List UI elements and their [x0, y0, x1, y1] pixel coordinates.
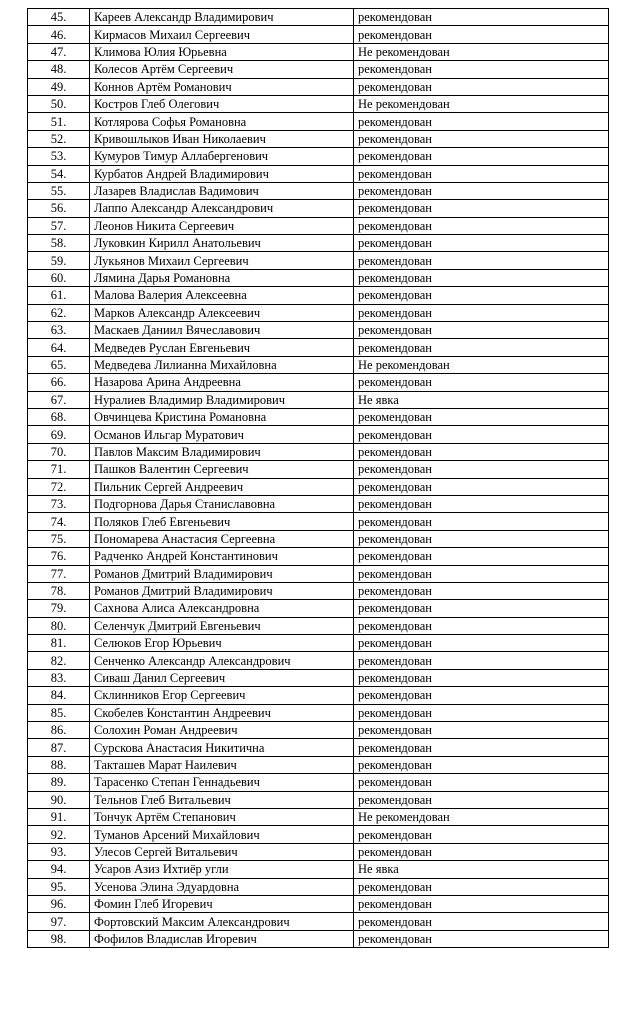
row-number-cell: 53. [28, 148, 90, 165]
full-name-cell: Поляков Глеб Евгеньевич [90, 513, 354, 530]
full-name-cell: Усаров Азиз Ихтиёр угли [90, 861, 354, 878]
full-name-cell: Османов Ильгар Муратович [90, 426, 354, 443]
table-row [28, 408, 609, 425]
status-cell: рекомендован [354, 774, 609, 791]
row-number-cell: 50. [28, 95, 90, 112]
row-number-cell: 70. [28, 443, 90, 460]
full-name-cell: Маскаев Даниил Вячеславович [90, 322, 354, 339]
full-name-cell: Пильник Сергей Андреевич [90, 478, 354, 495]
row-number-cell: 89. [28, 774, 90, 791]
full-name-cell: Лукьянов Михаил Сергеевич [90, 252, 354, 269]
table-row [28, 26, 609, 43]
table-row [28, 530, 609, 547]
table-row [28, 461, 609, 478]
row-number-cell: 46. [28, 26, 90, 43]
status-cell: рекомендован [354, 600, 609, 617]
status-cell: рекомендован [354, 130, 609, 147]
status-cell: рекомендован [354, 478, 609, 495]
table-row [28, 235, 609, 252]
full-name-cell: Медведева Лилианна Михайловна [90, 356, 354, 373]
status-cell: рекомендован [354, 756, 609, 773]
status-cell: рекомендован [354, 408, 609, 425]
full-name-cell: Такташев Марат Наилевич [90, 756, 354, 773]
row-number-cell: 90. [28, 791, 90, 808]
row-number-cell: 91. [28, 808, 90, 825]
full-name-cell: Сурскова Анастасия Никитична [90, 739, 354, 756]
row-number-cell: 57. [28, 217, 90, 234]
full-name-cell: Усенова Элина Эдуардовна [90, 878, 354, 895]
full-name-cell: Туманов Арсений Михайлович [90, 826, 354, 843]
table-row [28, 669, 609, 686]
full-name-cell: Скобелев Константин Андреевич [90, 704, 354, 721]
status-cell: Не рекомендован [354, 43, 609, 60]
full-name-cell: Солохин Роман Андреевич [90, 722, 354, 739]
full-name-cell: Фомин Глеб Игоревич [90, 895, 354, 912]
row-number-cell: 68. [28, 408, 90, 425]
row-number-cell: 71. [28, 461, 90, 478]
status-cell: рекомендован [354, 217, 609, 234]
row-number-cell: 96. [28, 895, 90, 912]
status-cell: рекомендован [354, 878, 609, 895]
status-cell: рекомендован [354, 461, 609, 478]
full-name-cell: Тельнов Глеб Витальевич [90, 791, 354, 808]
status-cell: рекомендован [354, 930, 609, 947]
row-number-cell: 95. [28, 878, 90, 895]
row-number-cell: 83. [28, 669, 90, 686]
row-number-cell: 56. [28, 200, 90, 217]
row-number-cell: 65. [28, 356, 90, 373]
status-cell: рекомендован [354, 9, 609, 26]
table-row [28, 582, 609, 599]
status-cell: Не явка [354, 861, 609, 878]
full-name-cell: Пашков Валентин Сергеевич [90, 461, 354, 478]
row-number-cell: 82. [28, 652, 90, 669]
status-cell: рекомендован [354, 513, 609, 530]
full-name-cell: Кумуров Тимур Аллабергенович [90, 148, 354, 165]
full-name-cell: Котлярова Софья Романовна [90, 113, 354, 130]
full-name-cell: Костров Глеб Олегович [90, 95, 354, 112]
status-cell: рекомендован [354, 374, 609, 391]
table-row [28, 495, 609, 512]
table-row [28, 287, 609, 304]
table-row [28, 130, 609, 147]
table-row [28, 61, 609, 78]
table-row [28, 565, 609, 582]
status-cell: рекомендован [354, 652, 609, 669]
row-number-cell: 48. [28, 61, 90, 78]
full-name-cell: Колесов Артём Сергеевич [90, 61, 354, 78]
table-row [28, 95, 609, 112]
table-row [28, 739, 609, 756]
status-cell: рекомендован [354, 582, 609, 599]
status-cell: рекомендован [354, 252, 609, 269]
status-cell: рекомендован [354, 165, 609, 182]
row-number-cell: 76. [28, 548, 90, 565]
table-row [28, 443, 609, 460]
row-number-cell: 58. [28, 235, 90, 252]
status-cell: рекомендован [354, 443, 609, 460]
full-name-cell: Склинников Егор Сергеевич [90, 687, 354, 704]
table-row [28, 652, 609, 669]
row-number-cell: 52. [28, 130, 90, 147]
full-name-cell: Назарова Арина Андреевна [90, 374, 354, 391]
row-number-cell: 62. [28, 304, 90, 321]
status-cell: рекомендован [354, 722, 609, 739]
full-name-cell: Луковкин Кирилл Анатольевич [90, 235, 354, 252]
full-name-cell: Селенчук Дмитрий Евгеньевич [90, 617, 354, 634]
status-cell: Не явка [354, 391, 609, 408]
table-row [28, 182, 609, 199]
table-row [28, 478, 609, 495]
full-name-cell: Сенченко Александр Александрович [90, 652, 354, 669]
row-number-cell: 85. [28, 704, 90, 721]
status-cell: рекомендован [354, 269, 609, 286]
status-cell: рекомендован [354, 113, 609, 130]
row-number-cell: 54. [28, 165, 90, 182]
row-number-cell: 75. [28, 530, 90, 547]
full-name-cell: Фофилов Владислав Игоревич [90, 930, 354, 947]
status-cell: рекомендован [354, 148, 609, 165]
table-row [28, 165, 609, 182]
table-row [28, 43, 609, 60]
row-number-cell: 45. [28, 9, 90, 26]
status-cell: рекомендован [354, 687, 609, 704]
status-cell: рекомендован [354, 235, 609, 252]
row-number-cell: 49. [28, 78, 90, 95]
table-row [28, 808, 609, 825]
table-row [28, 791, 609, 808]
status-cell: рекомендован [354, 669, 609, 686]
table-row [28, 304, 609, 321]
row-number-cell: 47. [28, 43, 90, 60]
table-row [28, 843, 609, 860]
full-name-cell: Улесов Сергей Витальевич [90, 843, 354, 860]
status-cell: рекомендован [354, 895, 609, 912]
table-row [28, 722, 609, 739]
full-name-cell: Овчинцева Кристина Романовна [90, 408, 354, 425]
row-number-cell: 84. [28, 687, 90, 704]
status-cell: рекомендован [354, 617, 609, 634]
row-number-cell: 60. [28, 269, 90, 286]
full-name-cell: Малова Валерия Алексеевна [90, 287, 354, 304]
table-row [28, 269, 609, 286]
table-row [28, 826, 609, 843]
status-cell: рекомендован [354, 304, 609, 321]
full-name-cell: Сиваш Данил Сергеевич [90, 669, 354, 686]
full-name-cell: Марков Александр Алексеевич [90, 304, 354, 321]
table-row [28, 217, 609, 234]
row-number-cell: 86. [28, 722, 90, 739]
row-number-cell: 80. [28, 617, 90, 634]
full-name-cell: Тарасенко Степан Геннадьевич [90, 774, 354, 791]
status-cell: рекомендован [354, 913, 609, 930]
row-number-cell: 81. [28, 635, 90, 652]
table-row [28, 756, 609, 773]
table-row [28, 704, 609, 721]
table-row [28, 339, 609, 356]
table-row [28, 148, 609, 165]
candidate-table-body [28, 9, 609, 948]
status-cell: рекомендован [354, 287, 609, 304]
row-number-cell: 94. [28, 861, 90, 878]
full-name-cell: Тончук Артём Степанович [90, 808, 354, 825]
full-name-cell: Медведев Руслан Евгеньевич [90, 339, 354, 356]
full-name-cell: Сахнова Алиса Александровна [90, 600, 354, 617]
row-number-cell: 92. [28, 826, 90, 843]
table-row [28, 322, 609, 339]
status-cell: рекомендован [354, 826, 609, 843]
row-number-cell: 79. [28, 600, 90, 617]
status-cell: рекомендован [354, 322, 609, 339]
table-row [28, 548, 609, 565]
full-name-cell: Романов Дмитрий Владимирович [90, 582, 354, 599]
full-name-cell: Лазарев Владислав Вадимович [90, 182, 354, 199]
status-cell: рекомендован [354, 426, 609, 443]
full-name-cell: Пономарева Анастасия Сергеевна [90, 530, 354, 547]
status-cell: Не рекомендован [354, 808, 609, 825]
full-name-cell: Леонов Никита Сергеевич [90, 217, 354, 234]
status-cell: рекомендован [354, 548, 609, 565]
row-number-cell: 73. [28, 495, 90, 512]
row-number-cell: 64. [28, 339, 90, 356]
full-name-cell: Нуралиев Владимир Владимирович [90, 391, 354, 408]
status-cell: рекомендован [354, 200, 609, 217]
full-name-cell: Подгорнова Дарья Станиславовна [90, 495, 354, 512]
status-cell: Не рекомендован [354, 95, 609, 112]
row-number-cell: 98. [28, 930, 90, 947]
row-number-cell: 88. [28, 756, 90, 773]
full-name-cell: Лямина Дарья Романовна [90, 269, 354, 286]
status-cell: рекомендован [354, 565, 609, 582]
status-cell: рекомендован [354, 704, 609, 721]
full-name-cell: Климова Юлия Юрьевна [90, 43, 354, 60]
status-cell: рекомендован [354, 739, 609, 756]
status-cell: рекомендован [354, 78, 609, 95]
table-row [28, 356, 609, 373]
full-name-cell: Кирмасов Михаил Сергеевич [90, 26, 354, 43]
full-name-cell: Романов Дмитрий Владимирович [90, 565, 354, 582]
full-name-cell: Павлов Максим Владимирович [90, 443, 354, 460]
row-number-cell: 59. [28, 252, 90, 269]
row-number-cell: 74. [28, 513, 90, 530]
status-cell: рекомендован [354, 791, 609, 808]
row-number-cell: 66. [28, 374, 90, 391]
table-row [28, 78, 609, 95]
table-row [28, 513, 609, 530]
full-name-cell: Кареев Александр Владимирович [90, 9, 354, 26]
row-number-cell: 51. [28, 113, 90, 130]
row-number-cell: 87. [28, 739, 90, 756]
table-row [28, 913, 609, 930]
table-row [28, 600, 609, 617]
candidate-table [27, 8, 609, 948]
table-row [28, 200, 609, 217]
full-name-cell: Фортовский Максим Александрович [90, 913, 354, 930]
row-number-cell: 69. [28, 426, 90, 443]
full-name-cell: Лаппо Александр Александрович [90, 200, 354, 217]
status-cell: рекомендован [354, 635, 609, 652]
row-number-cell: 77. [28, 565, 90, 582]
full-name-cell: Коннов Артём Романович [90, 78, 354, 95]
table-row [28, 930, 609, 947]
status-cell: рекомендован [354, 26, 609, 43]
table-row [28, 426, 609, 443]
status-cell: Не рекомендован [354, 356, 609, 373]
status-cell: рекомендован [354, 61, 609, 78]
table-row [28, 895, 609, 912]
status-cell: рекомендован [354, 843, 609, 860]
status-cell: рекомендован [354, 182, 609, 199]
table-row [28, 878, 609, 895]
row-number-cell: 55. [28, 182, 90, 199]
row-number-cell: 97. [28, 913, 90, 930]
status-cell: рекомендован [354, 530, 609, 547]
full-name-cell: Радченко Андрей Константинович [90, 548, 354, 565]
table-row [28, 861, 609, 878]
table-row [28, 252, 609, 269]
table-row [28, 635, 609, 652]
table-row [28, 374, 609, 391]
row-number-cell: 61. [28, 287, 90, 304]
table-row [28, 774, 609, 791]
table-row [28, 687, 609, 704]
full-name-cell: Курбатов Андрей Владимирович [90, 165, 354, 182]
status-cell: рекомендован [354, 495, 609, 512]
table-row [28, 113, 609, 130]
status-cell: рекомендован [354, 339, 609, 356]
row-number-cell: 72. [28, 478, 90, 495]
row-number-cell: 67. [28, 391, 90, 408]
row-number-cell: 63. [28, 322, 90, 339]
row-number-cell: 93. [28, 843, 90, 860]
table-row [28, 617, 609, 634]
full-name-cell: Селюков Егор Юрьевич [90, 635, 354, 652]
table-row [28, 391, 609, 408]
full-name-cell: Кривошлыков Иван Николаевич [90, 130, 354, 147]
table-row [28, 9, 609, 26]
row-number-cell: 78. [28, 582, 90, 599]
